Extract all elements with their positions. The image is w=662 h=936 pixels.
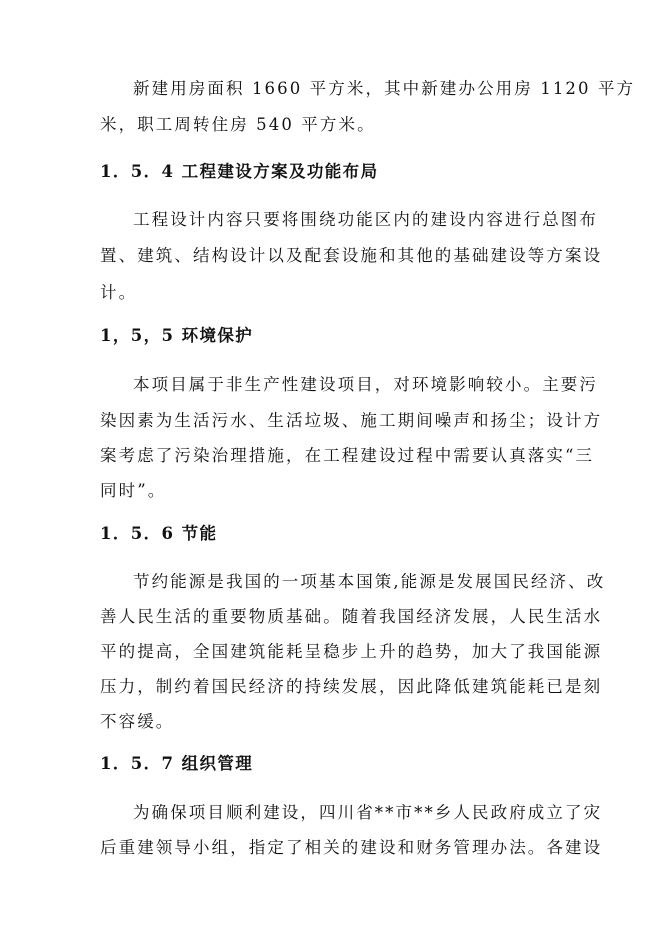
paragraph-line: 计。 bbox=[100, 283, 138, 302]
paragraph-line: 染因素为生活污水、生活垃圾、施工期间噪声和扬尘；设计方 bbox=[100, 411, 603, 430]
paragraph-line: 不容缓。 bbox=[100, 712, 175, 731]
section-heading: 1，5，5 环境保护 bbox=[100, 326, 254, 345]
paragraph-line: 后重建领导小组，指定了相关的建设和财务管理办法。各建设 bbox=[100, 838, 603, 857]
section-heading: 1．5．7 组织管理 bbox=[100, 754, 254, 773]
paragraph-line: 工程设计内容只要将围绕功能区内的建设内容进行总图布 bbox=[133, 210, 598, 229]
section-heading: 1．5．4 工程建设方案及功能布局 bbox=[100, 162, 379, 181]
paragraph-line: 同时”。 bbox=[100, 481, 167, 500]
paragraph-line: 置、建筑、结构设计以及配套设施和其他的基础建设等方案设 bbox=[100, 246, 603, 265]
paragraph-line: 为确保项目顺利建设，四川省**市**乡人民政府成立了灾 bbox=[133, 803, 603, 822]
paragraph-line: 新建用房面积 1660 平方米，其中新建办公用房 1120 平方 bbox=[133, 79, 636, 98]
section-heading: 1．5．6 节能 bbox=[100, 524, 218, 543]
paragraph-line: 平的提高，全国建筑能耗呈稳步上升的趋势，加大了我国能源 bbox=[100, 642, 603, 661]
paragraph-line: 节约能源是我国的一项基本国策,能源是发展国民经济、改 bbox=[133, 572, 606, 591]
paragraph-line: 米，职工周转住房 540 平方米。 bbox=[100, 115, 376, 134]
paragraph-line: 善人民生活的重要物质基础。随着我国经济发展，人民生活水 bbox=[100, 607, 603, 626]
paragraph-line: 案考虑了污染治理措施，在工程建设过程中需要认真落实“三 bbox=[100, 446, 595, 465]
paragraph-line: 本项目属于非生产性建设项目，对环境影响较小。主要污 bbox=[133, 375, 598, 394]
paragraph-line: 压力，制约着国民经济的持续发展，因此降低建筑能耗已是刻 bbox=[100, 677, 603, 696]
